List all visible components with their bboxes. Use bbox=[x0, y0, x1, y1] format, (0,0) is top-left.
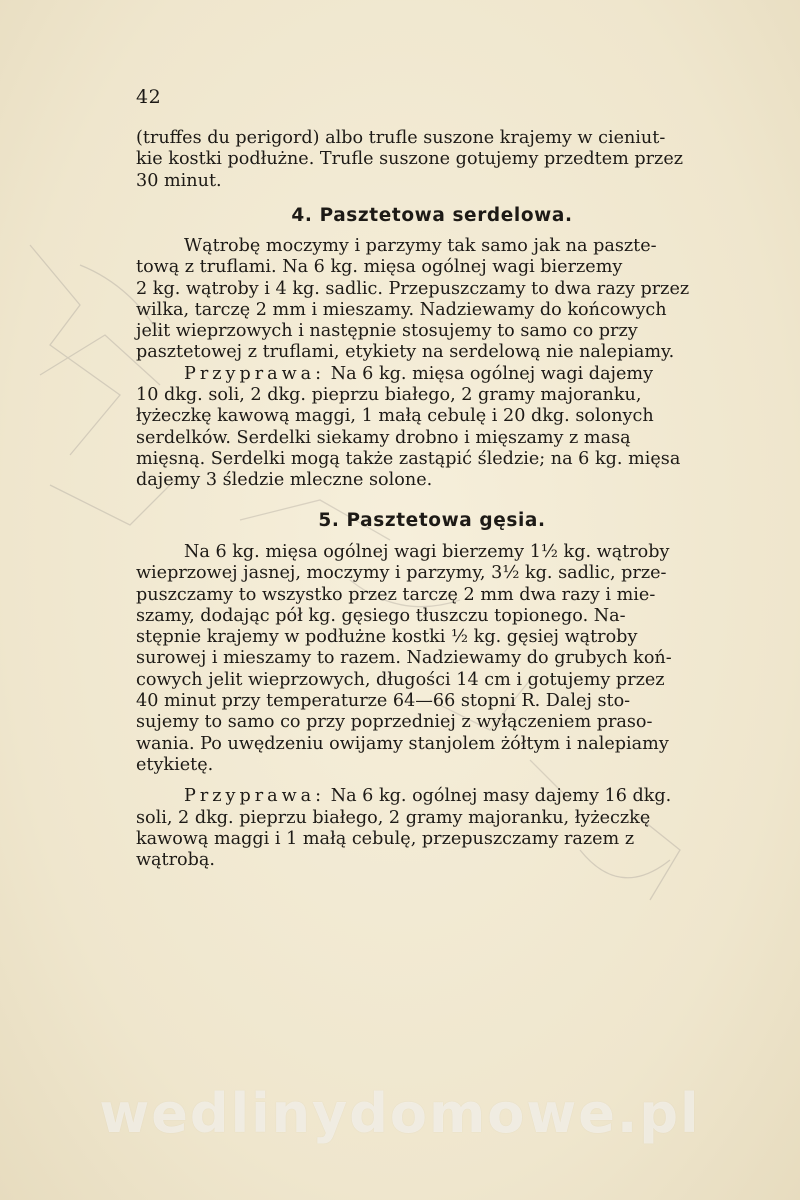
spice-line: wątrobą. bbox=[136, 850, 215, 871]
intro-line: (truffes du perigord) albo trufle suszone krajemy w cieniut- bbox=[136, 128, 666, 148]
section-5-body bbox=[136, 542, 728, 871]
body-line: 2 kg. wątroby i 4 kg. sadlic. Przepuszczamy to dwa razy przez bbox=[136, 278, 690, 299]
spice-label: Przyprawa: bbox=[184, 363, 326, 384]
body-line: tową z truflami. Na 6 kg. mięsa ogólnej wagi bierzemy bbox=[136, 257, 623, 278]
body-line: 40 minut przy temperaturze 64—66 stopni R. Dalej sto- bbox=[136, 691, 631, 712]
section-4-body bbox=[136, 236, 728, 492]
spice-line bbox=[136, 786, 728, 807]
body-line: sujemy to samo co przy poprzedniej z wyłączeniem praso- bbox=[136, 712, 653, 733]
intro-line: 30 minut. bbox=[136, 170, 222, 191]
section-5-heading: 5. Pasztetowa gęsia. bbox=[318, 510, 546, 531]
body-line: jelit wieprzowych i następnie stosujemy to samo co przy bbox=[136, 321, 638, 342]
spice-label: Przyprawa: bbox=[184, 786, 326, 807]
body-line: Wątrobę moczymy i parzymy tak samo jak na paszte- bbox=[184, 236, 657, 256]
spice-line: serdelków. Serdelki siekamy drobno i mięszamy z masą bbox=[136, 427, 631, 448]
section-4-heading: 4. Pasztetowa serdelowa. bbox=[291, 205, 573, 226]
body-line: cowych jelit wieprzowych, długości 14 cm i gotujemy przez bbox=[136, 669, 665, 690]
body-line: Na 6 kg. mięsa ogólnej wagi bierzemy 1½ kg. wątroby bbox=[184, 542, 670, 562]
spice-line: dajemy 3 śledzie mleczne solone. bbox=[136, 470, 433, 491]
body-line: stępnie krajemy w podłużne kostki ½ kg. gęsiej wątroby bbox=[136, 627, 638, 648]
spice-first-text: Na 6 kg. ogólnej masy dajemy 16 dkg. bbox=[325, 786, 672, 807]
body-line: wilka, tarczę 2 mm i mieszamy. Nadziewamy do końcowych bbox=[136, 299, 667, 320]
spice-line: mięsną. Serdelki mogą także zastąpić śledzie; na 6 kg. mięsa bbox=[136, 448, 681, 469]
spice-first-text: Na 6 kg. mięsa ogólnej wagi dajemy bbox=[325, 363, 654, 384]
body-line: szamy, dodając pół kg. gęsiego tłuszczu topionego. Na- bbox=[136, 605, 626, 626]
intro-paragraph bbox=[136, 128, 728, 192]
page-number: 42 bbox=[136, 86, 162, 108]
body-line: wania. Po uwędzeniu owijamy stanjolem żółtym i nalepiamy bbox=[136, 733, 669, 754]
spice-line: 10 dkg. soli, 2 dkg. pieprzu białego, 2 gramy majoranku, bbox=[136, 385, 642, 406]
body-line: surowej i mieszamy to razem. Nadziewamy do grubych koń- bbox=[136, 648, 672, 669]
spice-line bbox=[136, 364, 728, 385]
intro-line: kie kostki podłużne. Trufle suszone gotujemy przedtem przez bbox=[136, 149, 684, 170]
body-line: pasztetowej z truflami, etykiety na serdelową nie nalepiamy. bbox=[136, 342, 675, 363]
spice-line: soli, 2 dkg. pieprzu białego, 2 gramy majoranku, łyżeczkę bbox=[136, 807, 651, 828]
body-line: etykietę. bbox=[136, 754, 214, 775]
body-line: puszczamy to wszystko przez tarczę 2 mm dwa razy i mie- bbox=[136, 584, 656, 605]
spice-line: kawową maggi i 1 małą cebulę, przepuszczamy razem z bbox=[136, 828, 635, 849]
body-line: wieprzowej jasnej, moczymy i parzymy, 3½ kg. sadlic, prze- bbox=[136, 563, 667, 584]
spice-line: łyżeczkę kawową maggi, 1 małą cebulę i 20 dkg. solonych bbox=[136, 406, 654, 427]
watermark: wedlinydomowe.pl bbox=[99, 1082, 701, 1145]
